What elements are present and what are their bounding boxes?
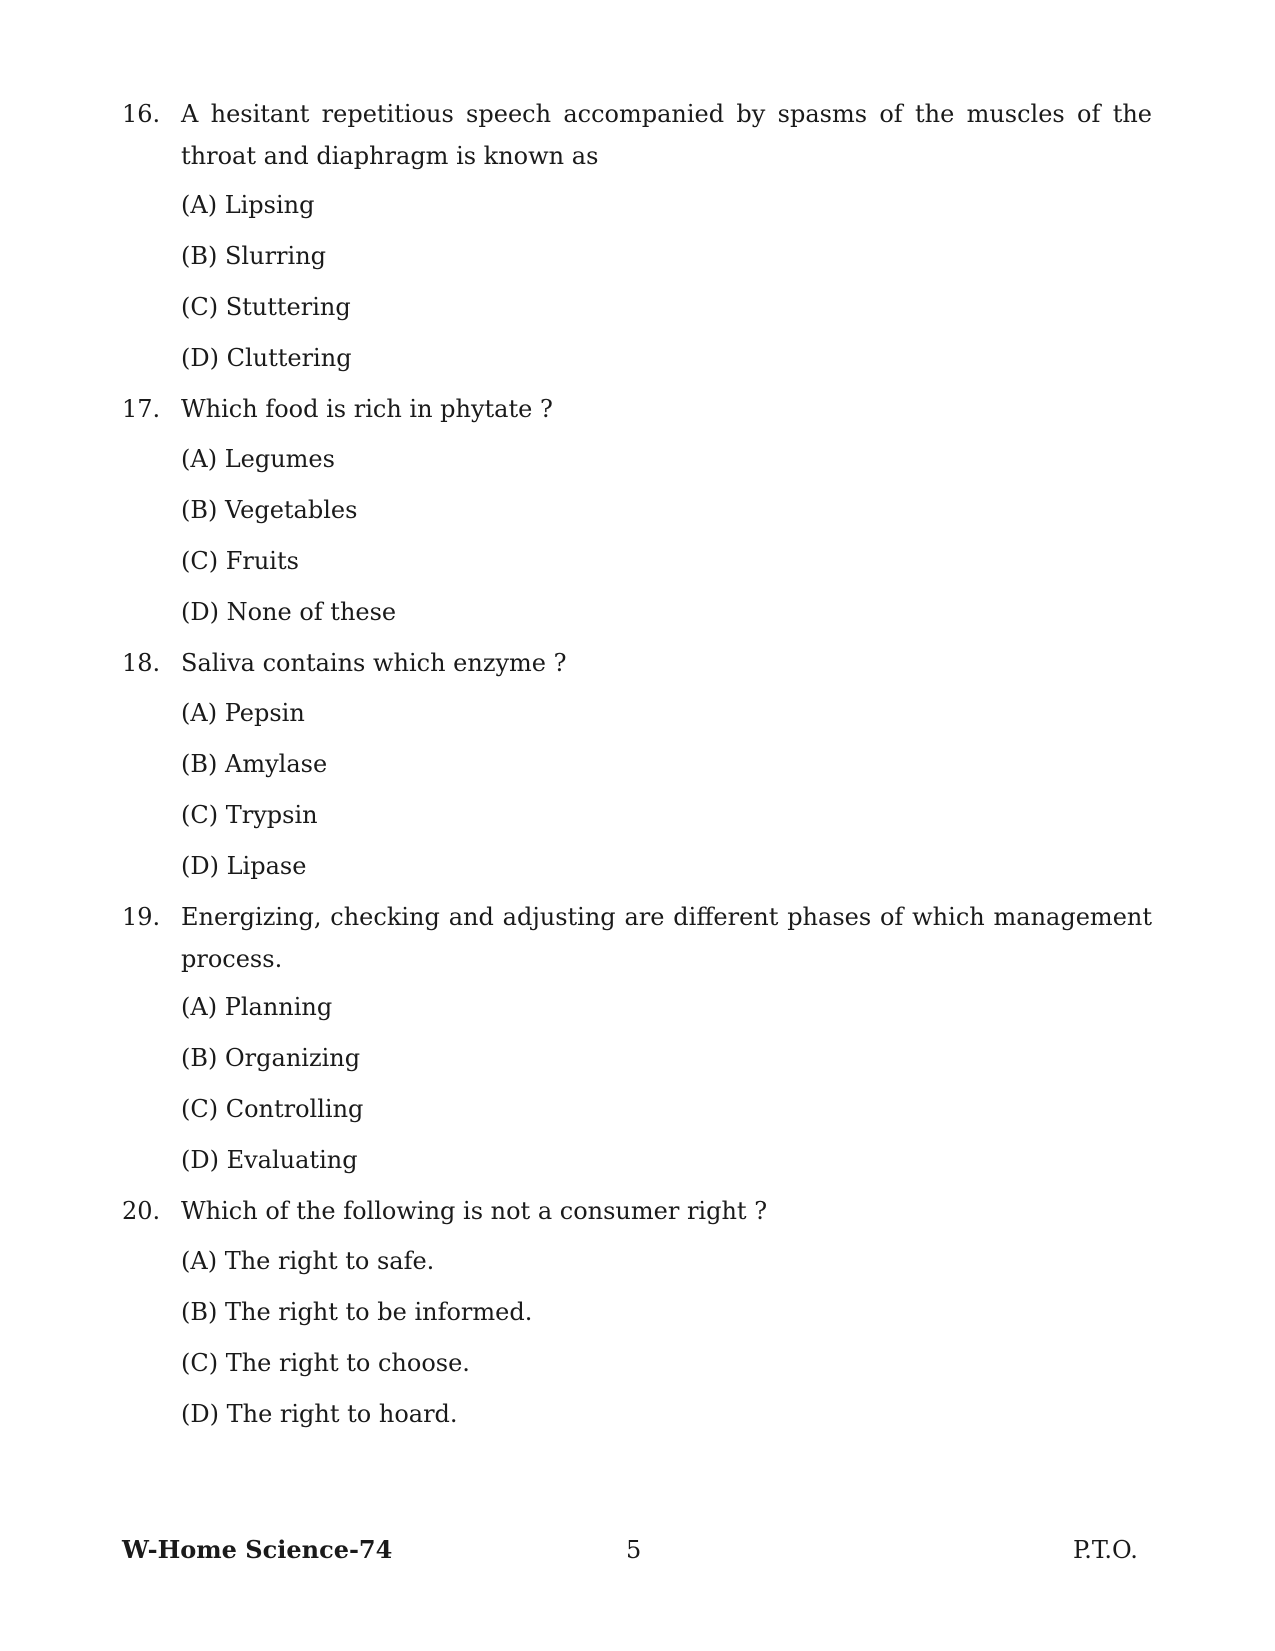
question-17-option-d: (D) None of these (181, 598, 397, 626)
paper-code: W-Home Science-74 (122, 1535, 393, 1564)
question-18 (122, 642, 1152, 684)
question-text: Which of the following is not a consumer right ? (181, 1197, 768, 1225)
question-text: Energizing, checking and adjusting are different phases of which management process. (181, 903, 1152, 973)
question-20-option-c: (C) The right to choose. (181, 1349, 470, 1377)
question-number: 16. (122, 100, 161, 128)
question-20 (122, 1190, 1152, 1232)
question-number: 19. (122, 903, 161, 931)
question-16-option-a: (A) Lipsing (181, 191, 315, 219)
question-text: A hesitant repetitious speech accompanied by spasms of the muscles of the throat and diaphragm is known as (181, 100, 1152, 170)
question-18-option-a: (A) Pepsin (181, 699, 305, 727)
question-16-option-b: (B) Slurring (181, 242, 327, 270)
question-17-option-b: (B) Vegetables (181, 496, 358, 524)
question-16 (122, 93, 1152, 177)
page-number: 5 (626, 1536, 642, 1564)
question-20-option-b: (B) The right to be informed. (181, 1298, 533, 1326)
question-19-option-b: (B) Organizing (181, 1044, 361, 1072)
question-text: Which food is rich in phytate ? (181, 395, 553, 423)
question-18-option-d: (D) Lipase (181, 852, 307, 880)
question-number: 18. (122, 649, 161, 677)
question-17 (122, 388, 1152, 430)
question-18-option-c: (C) Trypsin (181, 801, 318, 829)
question-20-option-a: (A) The right to safe. (181, 1247, 435, 1275)
question-number: 20. (122, 1197, 161, 1225)
question-19-option-a: (A) Planning (181, 993, 333, 1021)
question-18-option-b: (B) Amylase (181, 750, 328, 778)
question-16-option-c: (C) Stuttering (181, 293, 351, 321)
question-19 (122, 896, 1152, 980)
question-17-option-a: (A) Legumes (181, 445, 335, 473)
question-16-option-d: (D) Cluttering (181, 344, 352, 372)
question-20-option-d: (D) The right to hoard. (181, 1400, 458, 1428)
question-19-option-c: (C) Controlling (181, 1095, 364, 1123)
question-number: 17. (122, 395, 161, 423)
question-19-option-d: (D) Evaluating (181, 1146, 358, 1174)
pto-label: P.T.O. (1073, 1536, 1138, 1564)
question-17-option-c: (C) Fruits (181, 547, 299, 575)
question-text: Saliva contains which enzyme ? (181, 649, 567, 677)
